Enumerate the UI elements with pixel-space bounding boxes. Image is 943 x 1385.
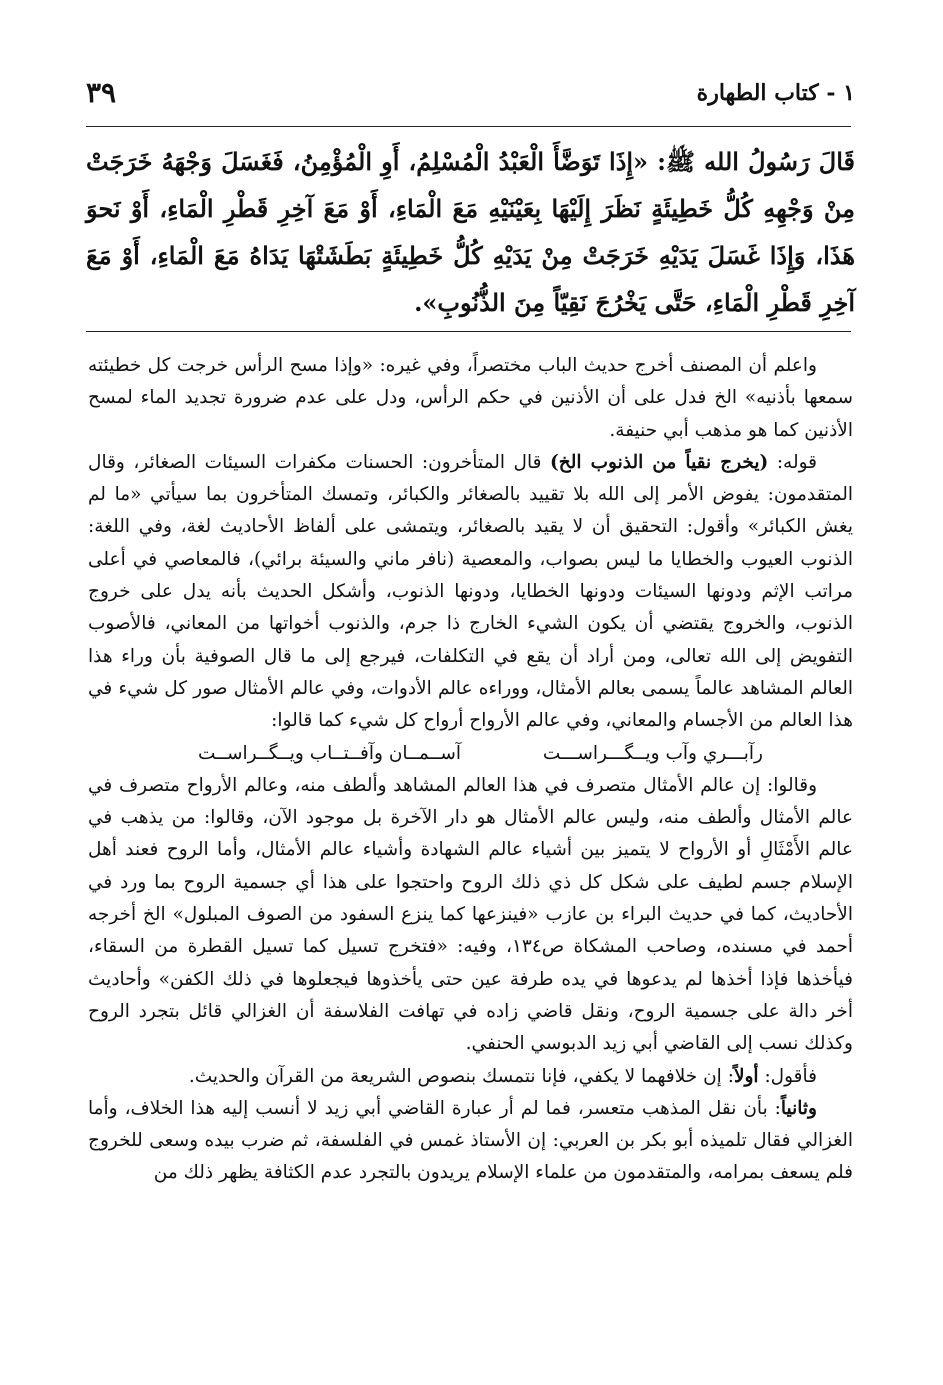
commentary-paragraph-3: وقالوا: إن عالم الأمثال متصرف في هذا العالم المشاهد وألطف منه، وعالم الأرواح متصرف في عالم الأمثال وألطف منه، وليس عالم الأمثال هو دار الآخرة بل موجود الآن، وقالوا: من يذهب في عالم الأَمْثَالِ أو الأرواح لا يتميز بين أشياء عالم الشهادة وأشياء عالم الأمثال، وأما الروح فعند أهل الإسلام جسم لطيف على شكل كل ذي ذلك الروح واحتجوا على هذا أي جسمية الروح بما ورد في الأحاديث، كما في حديث البراء بن عازب «فينزعها كما ينزع السفود من الصوف المبلول» الخ أخرجه أحمد في مسنده، وصاحب المشكاة ص١٣٤، وفيه: «فتخرج تسيل كما تسيل القطرة من السقاء، فيأخذها فإذا أخذها لم يدعوها في يده طرفة عين حتى يأخذوها فيجعلوها في ذلك الكفن» وأحاديث أخر دالة على جسمية الروح، ونقل قاضي زاده في تهافت الفلاسفة أن الغزالي قائل بتجرد الروح وكذلك نسب إلى القاضي أبي زيد الدبوسي الحنفي. (88, 774, 853, 1055)
paragraph-lead: فأقول: (758, 1065, 817, 1087)
commentary-body (88, 350, 853, 1190)
point-label-first: أولاً (733, 1065, 759, 1087)
poetry-verse (88, 738, 853, 770)
header-divider (86, 126, 851, 127)
chapter-title: ١ - كتاب الطهارة (696, 80, 855, 106)
running-header (86, 74, 855, 114)
commentary-paragraph-1: واعلم أن المصنف أخرج حديث الباب مختصراً، وفي غيره: «وإذا مسح الرأس خرجت كل خطيئته سمعها بأذنيه» الخ فدل على أن الأذنين في حكم الرأس، ودل على عدم ضرورة تجديد الماء لمسح الأذنين كما هو مذهب أبي حنيفة. (88, 355, 853, 441)
commentary-paragraph-2 (88, 447, 853, 738)
section-divider (86, 331, 851, 332)
point-label-second: وثانياً (780, 1097, 817, 1119)
paragraph-lead: قوله: (768, 451, 818, 473)
quoted-phrase: (يخرج نقياً من الذنوب الخ) (550, 451, 769, 473)
paragraph-text: : بأن نقل المذهب متعسر، فما لم أر عبارة القاضي أبي زيد لا أنسب إليه هذا الخلاف، وأما الغزالي فقال تلميذه أبو بكر بن العربي: إن الأستاذ غمس في الفلسفة، ثم ضرب بيده وسعى للخروج فلم يسعف بمرامه، والمتقدمون من علماء الإسلام يريدون بالتجرد عدم الكثافة يظهر ذلك من (88, 1097, 853, 1184)
verse-hemistich-right: رآبـــري وآب ويــگـــراســـت (542, 742, 763, 764)
page-number: ٣٩ (86, 76, 117, 109)
verse-hemistich-left: آســمــان وآفــتــاب ويــگــراســت (198, 742, 462, 764)
hadith-text: قَالَ رَسُولُ الله ﷺ: «إِذَا تَوَضَّأَ الْعَبْدُ الْمُسْلِمُ، أَوِ الْمُؤْمِنُ، فَغَسَلَ وَجْهَهُ خَرَجَتْ مِنْ وَجْهِهِ كُلُّ خَطِيئَةٍ نَظَرَ إِلَيْهَا بِعَيْنَيْهِ مَعَ الْمَاءِ، أَوْ مَعَ آخِرِ قَطْرِ الْمَاءِ، أَوْ نَحوَ هَذَا، وَإِذَا غَسَلَ يَدَيْهِ خَرَجَتْ مِنْ يَدَيْهِ كُلُّ خَطِيئَةٍ بَطَشَتْهَا يَدَاهُ مَعَ الْمَاءِ، أَوْ مَعَ آخِرِ قَطْرِ الْمَاءِ، حَتَّى يَخْرُجَ نَقِيّاً مِنَ الذُّنُوبِ». (86, 147, 855, 317)
commentary-paragraph-4 (88, 1061, 853, 1093)
paragraph-text: قال المتأخرون: الحسنات مكفرات السيئات الصغائر، وقال المتقدمون: يفوض الأمر إلى الله بلا تقييد بالصغائر والكبائر، وتمسك المتأخرون بما سيأتي «ما لم يغش الكبائر» وأقول: التحقيق أن لا يقيد بالصغائر، ويتمشى على ألفاظ الأحاديث لغة، وفي اللغة: الذنوب العيوب والخطايا ما ليس بصواب، والمعصية (نافر ماني والسيئة برائي)، فالمعاصي في أعلى مراتب الإثم ودونها السيئات ودونها الخطايا، ودونها الذنوب، وأشكل الحديث بأنه يدل على خروج الذنوب، والخروج يقتضي أن يكون الشيء الخارج ذا جرم، والذنوب أخواتها من المعاني، فالأصوب التفويض إلى الله تعالى، ومن أراد أن يقع في التكلفات، فيرجع إلى ما قال الصوفية بأن وراء هذا العالم المشاهد عالماً يسمى بعالم الأمثال، ووراءه عالم الأدوات، وفي عالم الأمثال صور كل شيء في هذا العالم من الأجسام والمعاني، وفي عالم الأرواح أرواح كل شيء كما قالوا: (88, 451, 853, 732)
paragraph-text: : إن خلافهما لا يكفي، فإنا نتمسك بنصوص الشريعة من القرآن والحديث. (188, 1065, 734, 1087)
commentary-paragraph-5 (88, 1093, 853, 1190)
